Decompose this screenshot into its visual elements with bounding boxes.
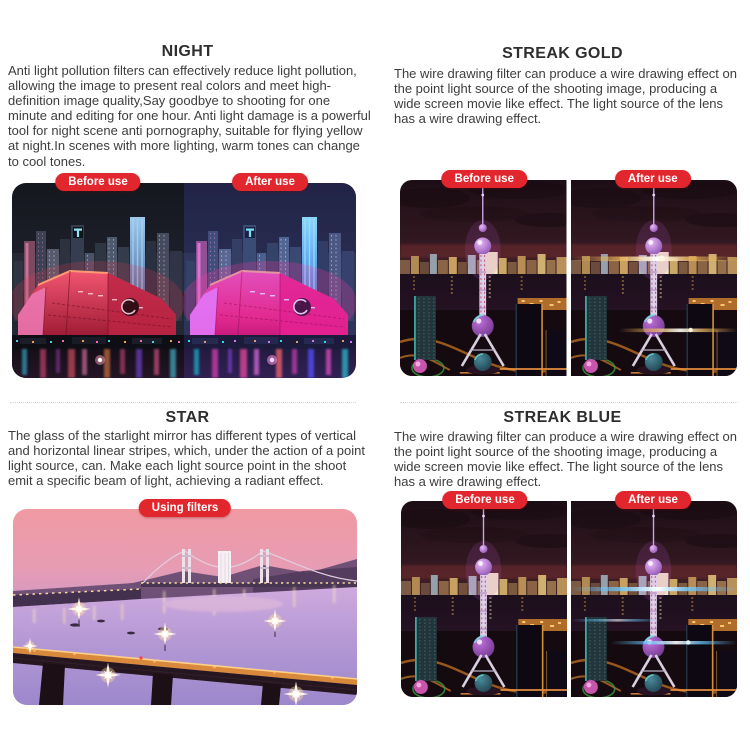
using-filters-badge: Using filters (139, 499, 231, 517)
streak-blue-section-title: STREAK BLUE (503, 409, 622, 426)
right-column-divider (400, 402, 738, 403)
streak-gold-before-use-badge: Before use (442, 170, 527, 188)
night-before-photo (12, 183, 184, 378)
streak-blue-comparison-figure (401, 494, 737, 697)
star-effect-figure (13, 502, 357, 705)
night-before-use-badge: Before use (55, 173, 140, 191)
streak-gold-section-description: The wire drawing filter can produce a wire drawing effect on the point light source of the shooting image, producing a wide screen movie like effect. The light source of the lens has a wire drawing effect. (394, 66, 737, 127)
night-after-use-badge: After use (232, 173, 308, 191)
streak-blue-after-use-badge: After use (615, 491, 691, 509)
streak-gold-section-title: STREAK GOLD (502, 45, 623, 62)
star-section-description: The glass of the starlight mirror has different types of vertical and horizontal linear stripes, which, under the action of a point light source, can. Make each light source point in the shoot emit a specific beam of light, achieving a radiant effect. (8, 428, 365, 489)
night-comparison-figure (12, 176, 356, 378)
streak-gold-comparison-figure (400, 173, 737, 376)
star-filter-photo (13, 509, 357, 705)
left-column-divider (10, 402, 356, 403)
streak-gold-after-use-badge: After use (615, 170, 691, 188)
streak-blue-section-description: The wire drawing filter can produce a wire drawing effect on the point light source of the shooting image, producing a wide screen movie like effect. The light source of the lens has a wire drawing effect. (394, 429, 737, 490)
streak-gold-before-photo (400, 180, 567, 376)
streak-gold-after-photo (571, 180, 738, 376)
streak-blue-after-photo (571, 501, 737, 697)
star-section-title: STAR (165, 409, 210, 426)
streak-blue-before-use-badge: Before use (442, 491, 527, 509)
night-section-title: NIGHT (161, 43, 214, 60)
streak-blue-before-photo (401, 501, 567, 697)
night-after-photo (184, 183, 356, 378)
night-section-description: Anti light pollution filters can effectively reduce light pollution, allowing the image to present real colors and meet high-definition image quality,Say goodbye to shooting for one minute and editing for one hour. Anti light damage is a powerful tool for night scene anti pornography, suitable for flying yellow at night.In scenes with more lighting, warm tones can change to cool tones. (8, 63, 371, 169)
